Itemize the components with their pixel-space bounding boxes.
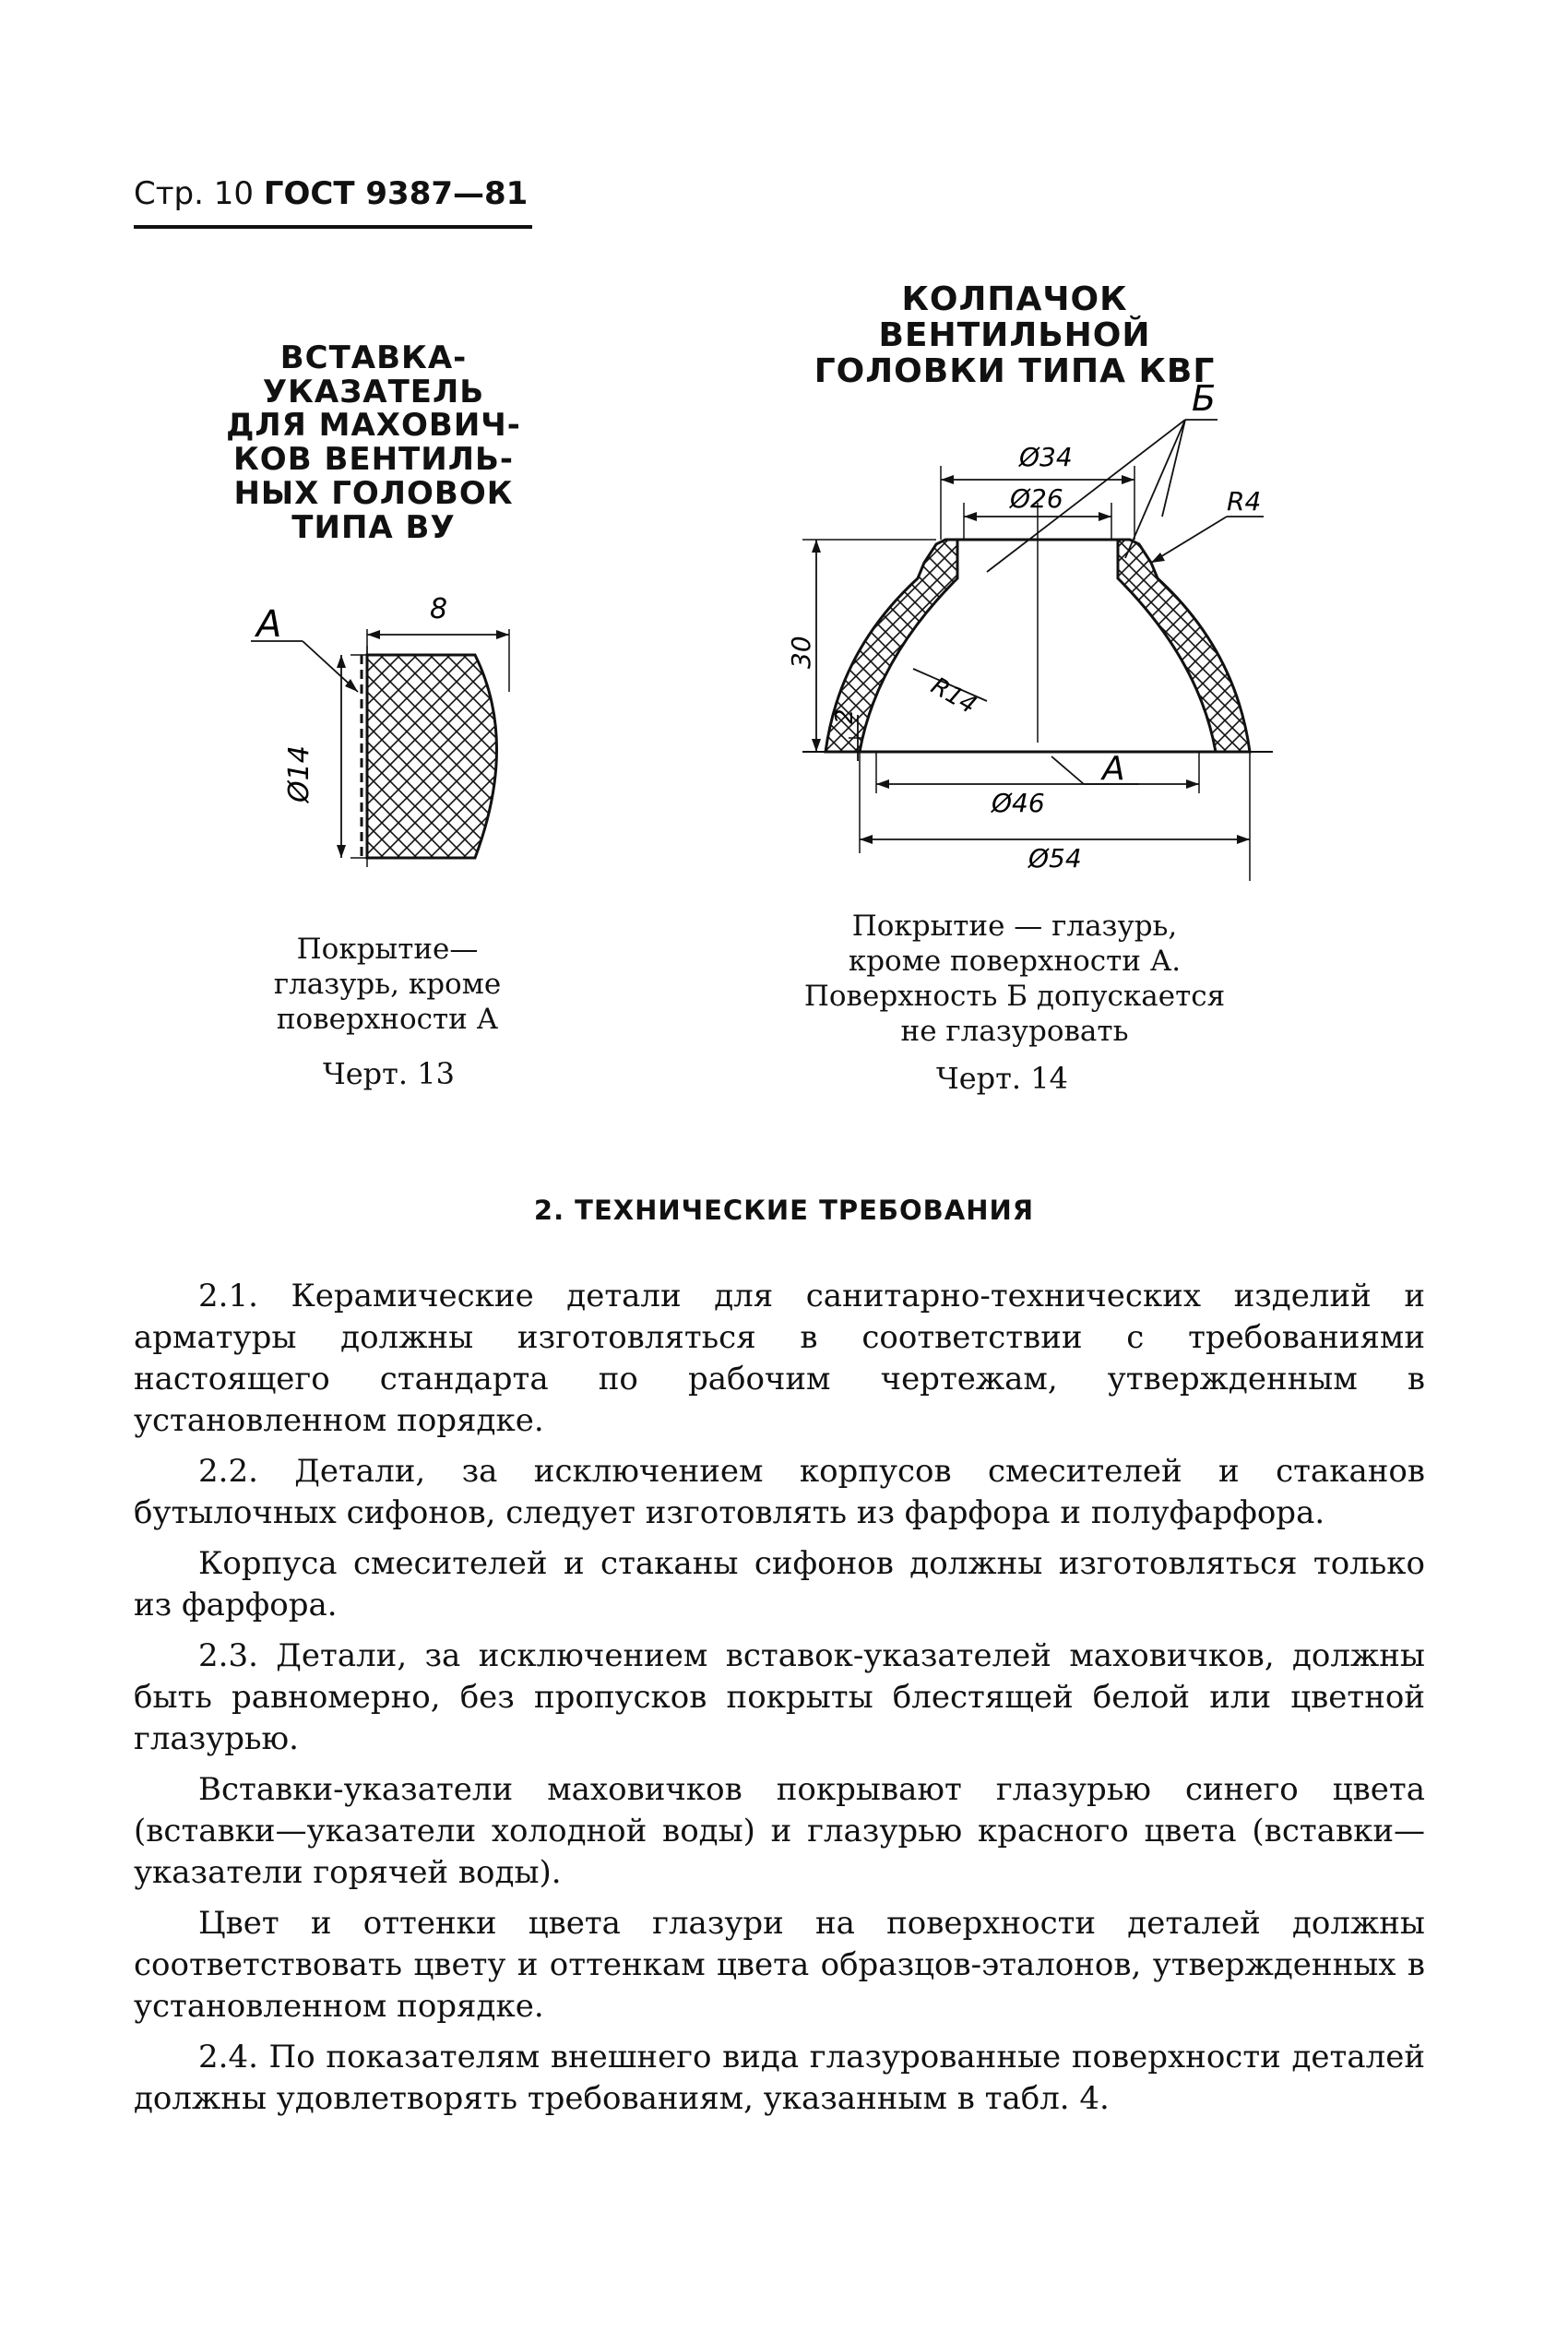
figure-14-caption: Черт. 14 (936, 1061, 1068, 1096)
dim-8: 8 (430, 593, 448, 625)
paragraph: 2.1. Керамические детали для санитарно-технических изделий и арматуры должны изготовляться в соответствии с требованиями настоящего стандарта по рабочим чертежам, утвержденным в установленном порядке. (134, 1278, 1425, 1439)
dim-d26: Ø26 (1010, 483, 1063, 514)
paragraph: 2.3. Детали, за исключением вставок-указателей маховичков, должны быть равномерно, без пропусков покрыты блестящей белой или цветной глазурью. (134, 1637, 1425, 1757)
dim-r4: R4 (1227, 486, 1262, 517)
surface-a-label-14: А (1102, 750, 1125, 788)
figure-13-title: ВСТАВКА- УКАЗАТЕЛЬ ДЛЯ МАХОВИЧ- КОВ ВЕНТИЛЬ- НЫХ ГОЛОВОК ТИПА ВУ (226, 339, 521, 546)
page-header (134, 175, 528, 212)
section-title: 2. ТЕХНИЧЕСКИЕ ТРЕБОВАНИЯ (533, 1195, 1035, 1226)
page-number: Стр. 10 (134, 175, 255, 212)
dim-r14: R14 (926, 672, 981, 720)
dim-d54: Ø54 (1028, 843, 1082, 874)
figure-13-drawing (249, 590, 544, 904)
header-rule (134, 225, 532, 229)
surface-b-label: Б (1192, 378, 1217, 419)
surface-a-label: А (256, 603, 282, 646)
body-text (134, 1276, 1425, 2129)
paragraph: Корпуса смесителей и стаканы сифонов должны изготовляться только из фарфора. (134, 1545, 1425, 1623)
cap-wall-right (1118, 540, 1250, 752)
figure-13-caption: Черт. 13 (323, 1056, 455, 1091)
paragraph: 2.2. Детали, за исключением корпусов смесителей и стаканов бутылочных сифонов, следует изготовлять из фарфора и полуфарфора. (134, 1453, 1425, 1531)
figure-14-title: КОЛПАЧОК ВЕНТИЛЬНОЙ ГОЛОВКИ ТИПА КВГ (814, 280, 1216, 390)
paragraph: Цвет и оттенки цвета глазури на поверхности деталей должны соответствовать цвету и оттенкам цвета образцов-эталонов, утвержденных в установленном порядке. (134, 1905, 1425, 2025)
insert-body (367, 655, 497, 858)
paragraph: Вставки-указатели маховичков покрывают глазурью синего цвета (вставки—указатели холодной воды) и глазурью красного цвета (вставки—указатели горячей воды). (134, 1771, 1425, 1891)
standard-number: ГОСТ 9387—81 (263, 175, 529, 212)
dim-2: 2 (831, 708, 859, 724)
figure-13-note: Покрытие— глазурь, кроме поверхности А (273, 933, 502, 1037)
paragraph: 2.4. По показателям внешнего вида глазурованные поверхности деталей должны удовлетворять требованиям, указанным в табл. 4. (134, 2039, 1425, 2117)
dim-d34: Ø34 (1019, 442, 1073, 472)
dim-d46: Ø46 (992, 788, 1045, 818)
dim-30: 30 (786, 636, 816, 669)
dim-diameter-14: Ø14 (283, 745, 315, 803)
figure-14-note: Покрытие — глазурь, кроме поверхности А. Поверхность Б допускается не глазуровать (803, 910, 1226, 1049)
figure-14-drawing (775, 374, 1273, 890)
